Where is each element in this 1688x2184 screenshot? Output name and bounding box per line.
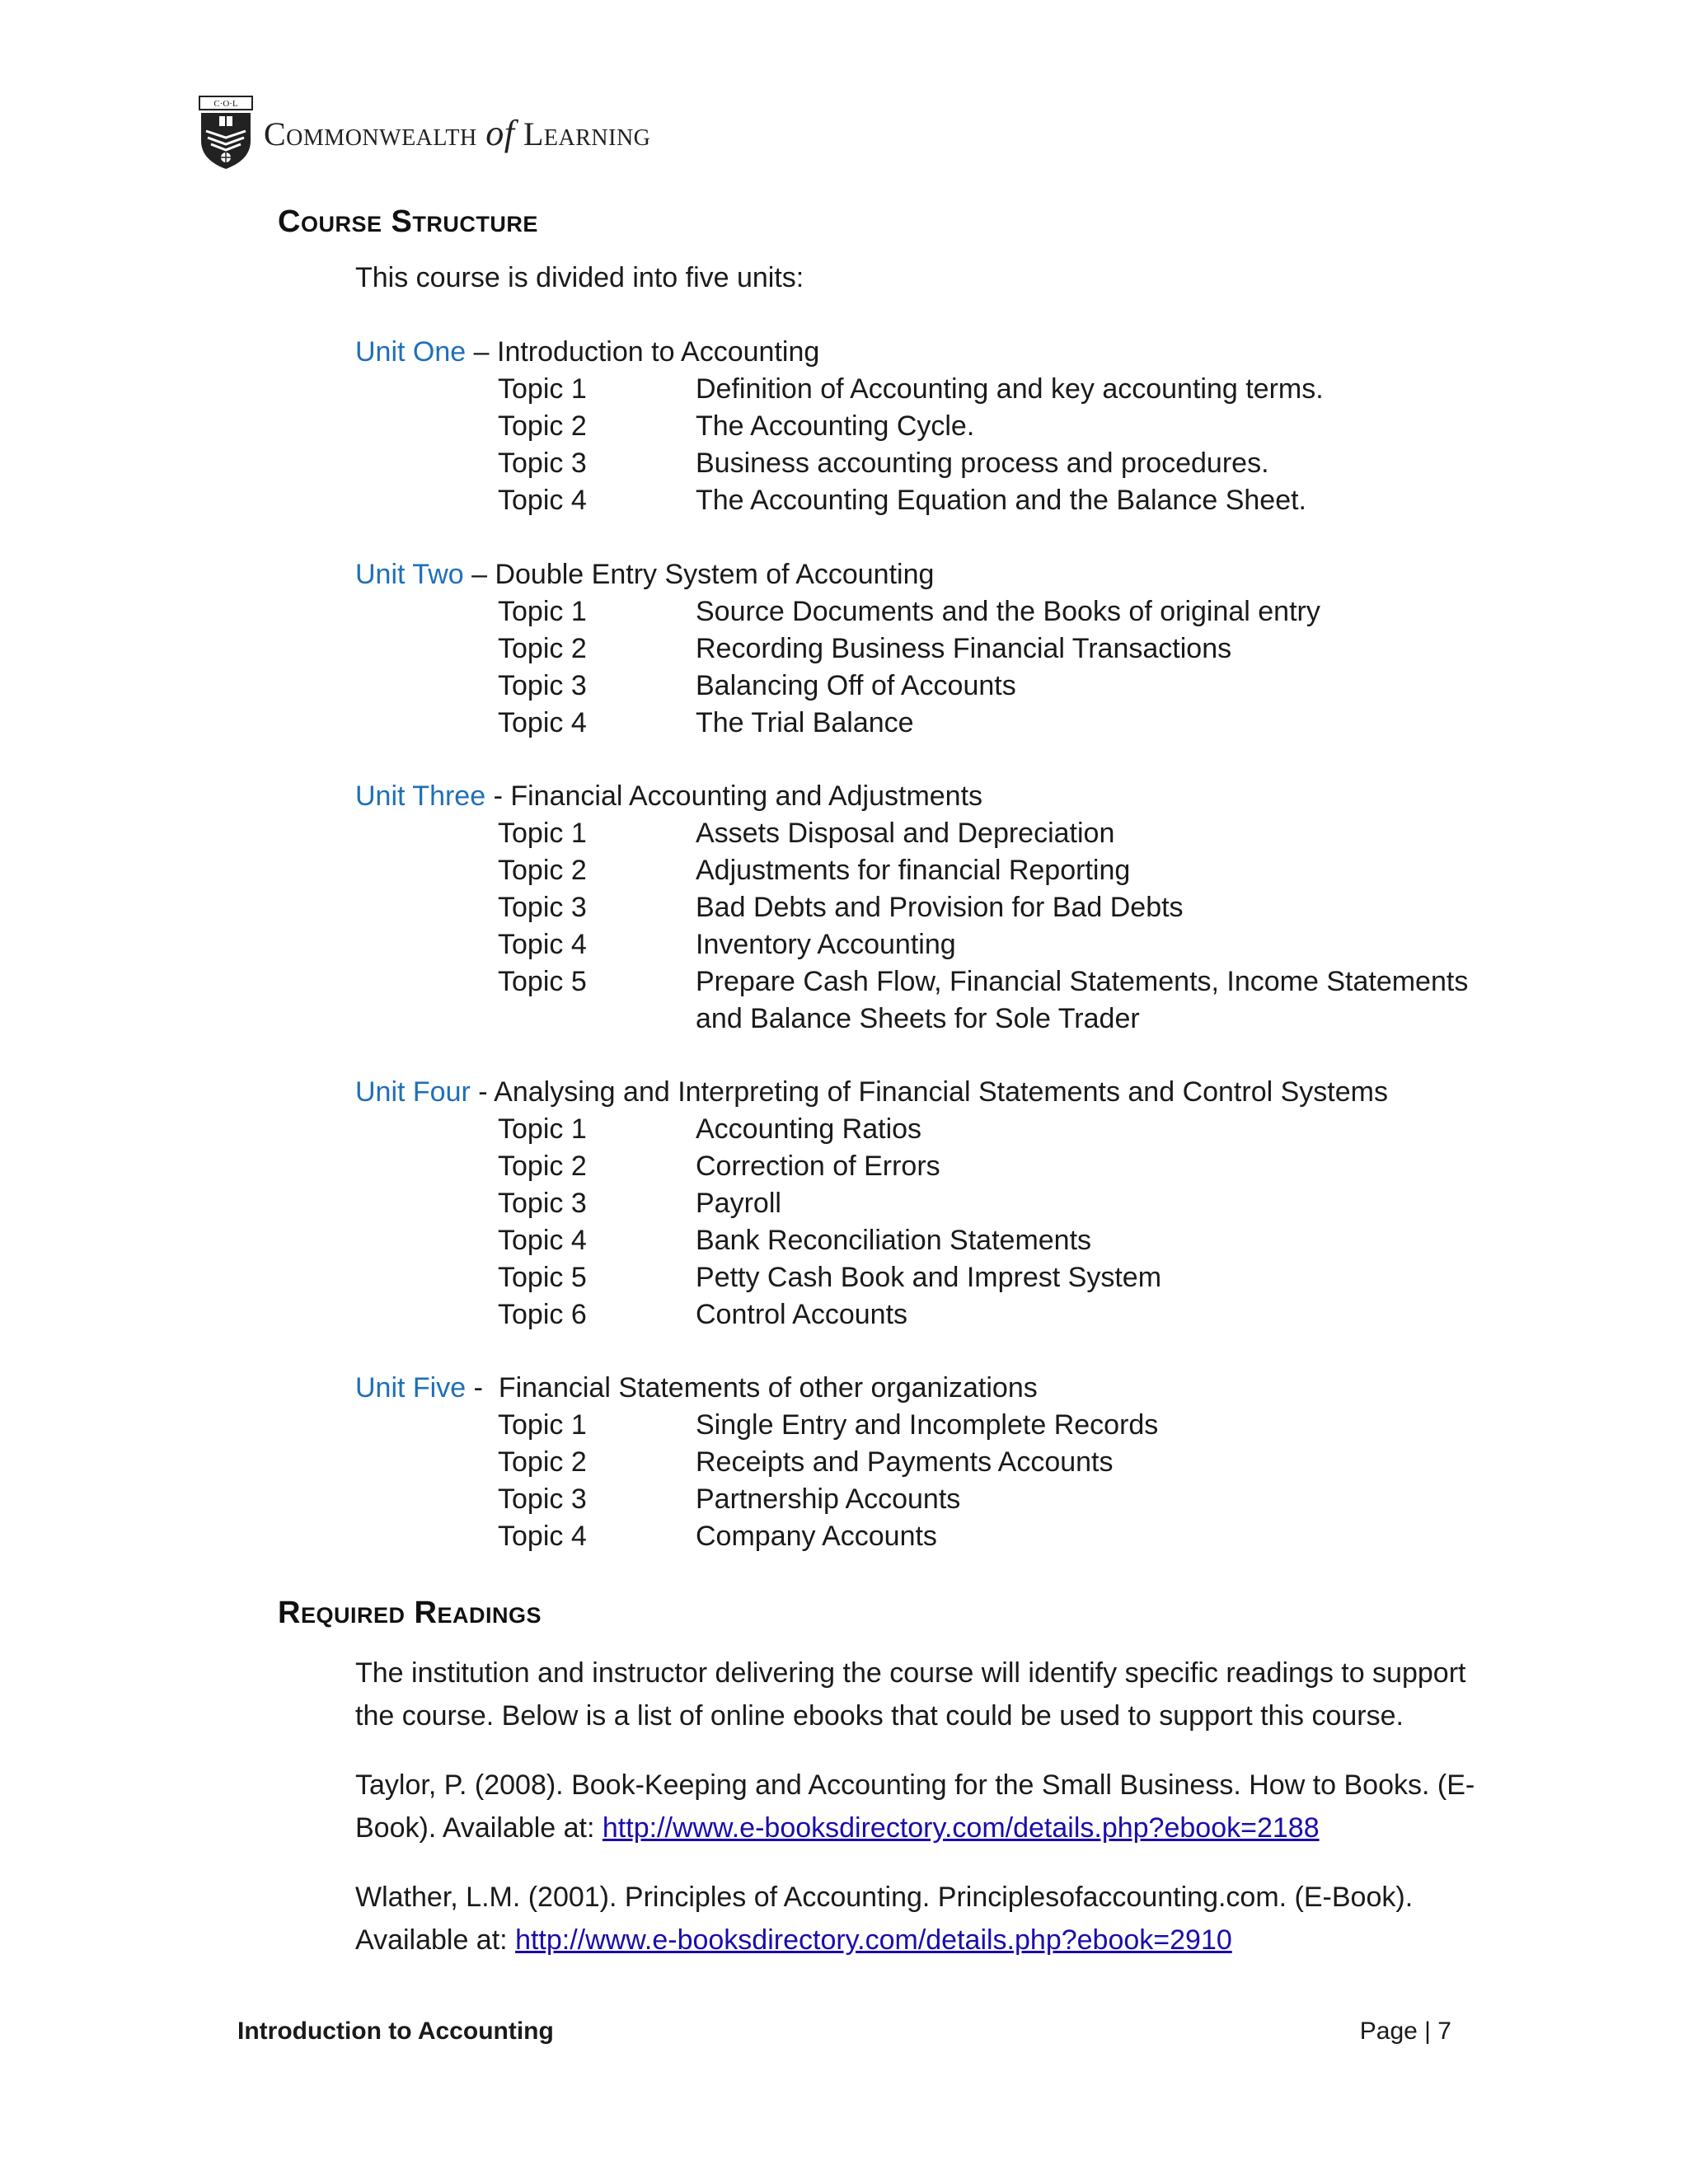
unit-separator: –: [466, 336, 497, 368]
topic-text: Recording Business Financial Transactions: [696, 633, 1232, 664]
topic-text: Assets Disposal and Depreciation: [696, 818, 1115, 849]
topic-label: Topic 5: [498, 966, 587, 997]
topic-row: [355, 1185, 1487, 1222]
topic-text: The Accounting Cycle.: [696, 410, 975, 442]
topic-label: Topic 2: [498, 633, 587, 664]
topic-text: The Trial Balance: [696, 707, 914, 738]
unit-title-text: Introduction to Accounting: [497, 336, 820, 368]
topic-label: Topic 1: [498, 1409, 587, 1441]
topic-label: Topic 1: [498, 596, 587, 627]
required-readings-intro: The institution and instructor delivering the course will identify specific readings to support the course. Below is a list of online ebooks that could be used to support this course.: [355, 1657, 1466, 1732]
logo-word-of: of: [485, 112, 515, 153]
col-shield-icon: [196, 95, 256, 171]
topic-row: [355, 1148, 1487, 1185]
unit-separator: –: [463, 559, 495, 590]
topic-row: [355, 1296, 1487, 1333]
unit-separator: -: [485, 780, 511, 812]
topic-row: [355, 852, 1487, 889]
unit-block: [355, 556, 1487, 742]
topic-text: Control Accounts: [696, 1299, 908, 1330]
unit-block: [355, 1074, 1487, 1333]
topic-label: Topic 3: [498, 1188, 587, 1219]
reference-item: [355, 1876, 1493, 1961]
topic-text: Prepare Cash Flow, Financial Statements, Income Statements and Balance Sheets for Sole Trader: [696, 966, 1469, 1034]
topic-text: Bank Reconciliation Statements: [696, 1225, 1092, 1256]
logo-wordmark: [264, 112, 650, 154]
footer-course-title: Introduction to Accounting: [237, 2018, 554, 2045]
unit-block: [355, 1370, 1487, 1555]
unit-block: [355, 334, 1487, 519]
topic-row: [355, 815, 1487, 852]
topic-text: Receipts and Payments Accounts: [696, 1446, 1114, 1478]
unit-title: [355, 1370, 1487, 1407]
topic-row: [355, 668, 1487, 705]
reference-citation: Taylor, P. (2008). Book-Keeping and Accounting for the Small Business. How to Books. (E-Book). Available at:: [355, 1769, 1475, 1844]
topic-row: [355, 593, 1487, 630]
unit-title: [355, 334, 1487, 371]
topic-label: Topic 3: [498, 892, 587, 923]
logo-badge-text: C·O·L: [213, 99, 238, 109]
topic-row: [355, 926, 1487, 963]
col-logo: [196, 95, 650, 171]
unit-title-text: Analysing and Interpreting of Financial Statements and Control Systems: [494, 1076, 1388, 1108]
topic-text: Payroll: [696, 1188, 781, 1219]
topic-label: Topic 3: [498, 448, 587, 479]
topic-text: Balancing Off of Accounts: [696, 670, 1016, 701]
topic-row: [355, 1444, 1487, 1481]
topic-text: Partnership Accounts: [696, 1483, 961, 1515]
topic-label: Topic 1: [498, 1113, 587, 1145]
unit-title-text: Double Entry System of Accounting: [495, 559, 935, 590]
topic-row: [355, 705, 1487, 742]
topic-text: Company Accounts: [696, 1521, 937, 1552]
unit-title: [355, 556, 1487, 593]
topic-row: [355, 1407, 1487, 1444]
unit-title-text: Financial Accounting and Adjustments: [510, 780, 983, 812]
topic-row: [355, 889, 1487, 926]
topic-text: Adjustments for financial Reporting: [696, 855, 1131, 886]
topic-label: Topic 3: [498, 1483, 587, 1515]
topic-row: [355, 1222, 1487, 1259]
required-readings-heading: Required Readings: [278, 1596, 542, 1630]
topic-row: [355, 963, 1487, 1038]
topic-label: Topic 2: [498, 855, 587, 886]
topic-label: Topic 1: [498, 373, 587, 405]
topic-row: [355, 408, 1487, 445]
topic-label: Topic 2: [498, 1446, 587, 1478]
logo-word-commonwealth: Commonwealth: [264, 115, 477, 152]
topic-label: Topic 2: [498, 410, 587, 442]
topic-row: [355, 371, 1487, 408]
topic-row: [355, 1259, 1487, 1296]
reference-item: [355, 1764, 1493, 1849]
logo-word-learning: Learning: [523, 115, 651, 152]
course-structure-intro: This course is divided into five units:: [355, 262, 804, 293]
reference-link[interactable]: http://www.e-booksdirectory.com/details.php?ebook=2910: [515, 1924, 1232, 1956]
reference-link[interactable]: http://www.e-booksdirectory.com/details.php?ebook=2188: [602, 1812, 1320, 1844]
topic-text: Correction of Errors: [696, 1151, 940, 1182]
topic-text: Petty Cash Book and Imprest System: [696, 1262, 1162, 1293]
unit-block: [355, 778, 1487, 1038]
topic-label: Topic 4: [498, 1521, 587, 1552]
topic-label: Topic 4: [498, 1225, 587, 1256]
topic-label: Topic 4: [498, 929, 587, 960]
course-structure-heading: Course Structure: [278, 204, 538, 239]
topic-row: [355, 630, 1487, 668]
unit-name: Unit One: [355, 336, 467, 368]
unit-title: [355, 1074, 1487, 1111]
unit-name: Unit Three: [355, 780, 486, 812]
reference-citation: Wlather, L.M. (2001). Principles of Accounting. Principlesofaccounting.com. (E-Book). Available at:: [355, 1882, 1414, 1956]
topic-label: Topic 4: [498, 485, 587, 516]
unit-name: Unit Two: [355, 559, 464, 590]
topic-label: Topic 3: [498, 670, 587, 701]
topic-text: Accounting Ratios: [696, 1113, 922, 1145]
topic-text: Inventory Accounting: [696, 929, 956, 960]
unit-separator: -: [466, 1372, 499, 1404]
topic-row: [355, 445, 1487, 482]
topic-row: [355, 1111, 1487, 1148]
topic-label: Topic 4: [498, 707, 587, 738]
topic-label: Topic 5: [498, 1262, 587, 1293]
topic-text: Source Documents and the Books of original entry: [696, 596, 1320, 627]
unit-separator: -: [470, 1076, 495, 1108]
unit-title: [355, 778, 1487, 815]
topic-text: Definition of Accounting and key accounting terms.: [696, 373, 1324, 405]
topic-label: Topic 1: [498, 818, 587, 849]
topic-row: [355, 1518, 1487, 1555]
topic-label: Topic 6: [498, 1299, 587, 1330]
topic-label: Topic 2: [498, 1151, 587, 1182]
topic-text: Business accounting process and procedures.: [696, 448, 1269, 479]
unit-name: Unit Four: [355, 1076, 471, 1108]
topic-row: [355, 1481, 1487, 1518]
unit-name: Unit Five: [355, 1372, 467, 1404]
unit-title-text: Financial Statements of other organizations: [498, 1372, 1038, 1404]
topic-text: Bad Debts and Provision for Bad Debts: [696, 892, 1184, 923]
footer-page-number: Page | 7: [1359, 2018, 1451, 2045]
topic-row: [355, 482, 1487, 519]
topic-text: The Accounting Equation and the Balance Sheet.: [696, 485, 1306, 516]
topic-text: Single Entry and Incomplete Records: [696, 1409, 1159, 1441]
